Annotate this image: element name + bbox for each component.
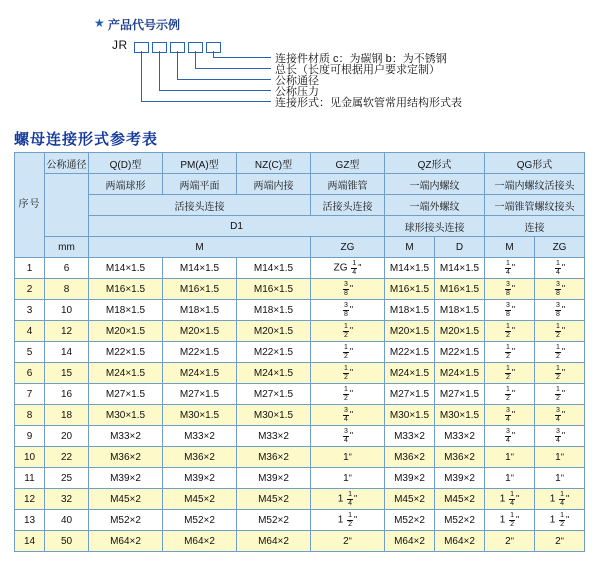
cell-qz-m: M30×1.5: [385, 405, 435, 426]
cell-qg-zg: 1 $\frac{1}{2}$ ": [535, 510, 585, 531]
product-code-legend: [0, 0, 600, 130]
th-nz-desc: 两端内接: [237, 174, 311, 195]
cell-dn: 10: [45, 300, 89, 321]
cell-dn: 8: [45, 279, 89, 300]
cell-qg-m: $\frac{1}{2}$ ": [485, 384, 535, 405]
cell-qz-d: M14×1.5: [435, 258, 485, 279]
cell-qz-d: M30×1.5: [435, 405, 485, 426]
star-icon: ★: [94, 16, 105, 30]
cell-nz: M45×2: [237, 489, 311, 510]
cell-index: 13: [15, 510, 45, 531]
cell-qz-d: M33×2: [435, 426, 485, 447]
cell-dn: 6: [45, 258, 89, 279]
th-group-pm: PM(A)型: [163, 153, 237, 174]
table-row: [15, 363, 585, 384]
th-unit-qz-d: D: [435, 237, 485, 258]
cell-qz-d: M16×1.5: [435, 279, 485, 300]
section-heading: 螺母连接形式参考表: [14, 131, 159, 148]
leader-hline-3: [177, 79, 271, 80]
cell-nz: M33×2: [237, 426, 311, 447]
legend-item-material: 连接件材质 c：为碳钢 b：为不锈钢: [275, 53, 447, 65]
leader-vline-5: [141, 51, 142, 101]
cell-dn: 22: [45, 447, 89, 468]
cell-q: M39×2: [89, 468, 163, 489]
table-row: [15, 384, 585, 405]
th-ball-joint: 球形接头连接: [385, 216, 485, 237]
cell-pm: M52×2: [163, 510, 237, 531]
cell-nz: M24×1.5: [237, 363, 311, 384]
cell-index: 10: [15, 447, 45, 468]
cell-q: M30×1.5: [89, 405, 163, 426]
cell-pm: M27×1.5: [163, 384, 237, 405]
cell-qg-m: 1 $\frac{1}{2}$ ": [485, 510, 535, 531]
th-gz-desc: 两端锥管: [311, 174, 385, 195]
th-qg-taper-joint: 一端锥管螺纹接头: [485, 195, 585, 216]
spec-table-wrap: [14, 152, 585, 552]
cell-q: M14×1.5: [89, 258, 163, 279]
cell-qz-d: M52×2: [435, 510, 485, 531]
cell-pm: M24×1.5: [163, 363, 237, 384]
cell-gz: 1 $\frac{1}{2}$ ": [311, 510, 385, 531]
cell-gz: 1 $\frac{1}{4}$ ": [311, 489, 385, 510]
cell-pm: M33×2: [163, 426, 237, 447]
legend-item-connection: 连接形式：见金属软管常用结构形式表: [275, 97, 462, 109]
cell-qg-zg: 1": [535, 468, 585, 489]
th-union-connect-a: 活接头连接: [89, 195, 311, 216]
cell-qz-m: M52×2: [385, 510, 435, 531]
cell-qz-m: M24×1.5: [385, 363, 435, 384]
cell-qz-m: M39×2: [385, 468, 435, 489]
table-row: [15, 510, 585, 531]
cell-gz: 2": [311, 531, 385, 552]
legend-item-length: 总长（长度可根据用户要求定制）: [275, 64, 440, 76]
leader-vline-3: [177, 51, 178, 79]
cell-index: 9: [15, 426, 45, 447]
cell-dn: 20: [45, 426, 89, 447]
cell-qz-m: M27×1.5: [385, 384, 435, 405]
cell-qg-zg: 1 $\frac{1}{4}$ ": [535, 489, 585, 510]
table-row: [15, 279, 585, 300]
cell-nz: M64×2: [237, 531, 311, 552]
cell-gz: 1": [311, 447, 385, 468]
cell-dn: 32: [45, 489, 89, 510]
cell-gz: $\frac{3}{8}$ ": [311, 279, 385, 300]
th-group-qg: QG形式: [485, 153, 585, 174]
cell-qg-zg: $\frac{1}{4}$ ": [535, 258, 585, 279]
cell-pm: M30×1.5: [163, 405, 237, 426]
th-dn-label: 公称通径: [46, 159, 87, 171]
cell-qz-m: M64×2: [385, 531, 435, 552]
cell-q: M18×1.5: [89, 300, 163, 321]
cell-q: M20×1.5: [89, 321, 163, 342]
table-row: [15, 342, 585, 363]
cell-qz-m: M22×1.5: [385, 342, 435, 363]
cell-nz: M30×1.5: [237, 405, 311, 426]
table-row: [15, 426, 585, 447]
cell-gz: $\frac{3}{4}$ ": [311, 426, 385, 447]
cell-gz: 1": [311, 468, 385, 489]
cell-dn: 50: [45, 531, 89, 552]
cell-qg-m: $\frac{1}{2}$ ": [485, 363, 535, 384]
cell-qg-m: 1": [485, 468, 535, 489]
cell-qg-zg: $\frac{1}{2}$ ": [535, 342, 585, 363]
cell-nz: M39×2: [237, 468, 311, 489]
cell-qz-d: M36×2: [435, 447, 485, 468]
cell-index: 12: [15, 489, 45, 510]
cell-pm: M36×2: [163, 447, 237, 468]
cell-q: M64×2: [89, 531, 163, 552]
leader-hline-5: [141, 101, 271, 102]
cell-qg-zg: $\frac{1}{2}$ ": [535, 384, 585, 405]
cell-qg-zg: 2": [535, 531, 585, 552]
cell-qg-zg: $\frac{3}{4}$ ": [535, 405, 585, 426]
cell-nz: M52×2: [237, 510, 311, 531]
cell-qg-m: $\frac{1}{2}$ ": [485, 342, 535, 363]
table-row: [15, 468, 585, 489]
cell-pm: M20×1.5: [163, 321, 237, 342]
cell-pm: M14×1.5: [163, 258, 237, 279]
cell-index: 6: [15, 363, 45, 384]
spec-table-body: [15, 258, 585, 552]
table-row: [15, 531, 585, 552]
cell-qz-d: M22×1.5: [435, 342, 485, 363]
th-index: [15, 153, 45, 258]
cell-q: M33×2: [89, 426, 163, 447]
cell-qg-m: 1 $\frac{1}{4}$ ": [485, 489, 535, 510]
th-unit-qg-zg: ZG: [535, 237, 585, 258]
cell-qz-m: M33×2: [385, 426, 435, 447]
cell-gz: ZG $\frac{1}{4}$ ": [311, 258, 385, 279]
cell-qz-d: M39×2: [435, 468, 485, 489]
cell-qz-m: M18×1.5: [385, 300, 435, 321]
cell-qg-zg: $\frac{1}{2}$ ": [535, 321, 585, 342]
th-connection: 连接: [485, 216, 585, 237]
cell-qz-d: M45×2: [435, 489, 485, 510]
cell-q: M52×2: [89, 510, 163, 531]
legend-title: 产品代号示例: [108, 18, 181, 32]
cell-pm: M22×1.5: [163, 342, 237, 363]
table-row: [15, 300, 585, 321]
th-group-gz: GZ型: [311, 153, 385, 174]
cell-qg-m: 1": [485, 447, 535, 468]
th-qg-desc: 一端内螺纹活接头: [485, 174, 585, 195]
cell-qz-d: M24×1.5: [435, 363, 485, 384]
cell-qg-zg: $\frac{1}{2}$ ": [535, 363, 585, 384]
th-q-desc: 两端球形: [89, 174, 163, 195]
th-pm-desc: 两端平面: [163, 174, 237, 195]
th-group-qz: QZ形式: [385, 153, 485, 174]
cell-index: 8: [15, 405, 45, 426]
cell-qg-m: $\frac{1}{4}$ ": [485, 258, 535, 279]
cell-pm: M45×2: [163, 489, 237, 510]
cell-q: M27×1.5: [89, 384, 163, 405]
leader-hline-1: [213, 57, 271, 58]
cell-q: M22×1.5: [89, 342, 163, 363]
cell-qg-m: $\frac{3}{8}$ ": [485, 300, 535, 321]
leader-hline-2: [195, 68, 271, 69]
cell-qz-d: M20×1.5: [435, 321, 485, 342]
cell-nz: M20×1.5: [237, 321, 311, 342]
cell-qg-m: $\frac{3}{4}$ ": [485, 426, 535, 447]
cell-index: 11: [15, 468, 45, 489]
cell-nz: M36×2: [237, 447, 311, 468]
cell-dn: 12: [45, 321, 89, 342]
table-row: [15, 321, 585, 342]
cell-nz: M22×1.5: [237, 342, 311, 363]
th-unit-dn: mm: [45, 237, 89, 258]
th-unit-qz-m: M: [385, 237, 435, 258]
cell-gz: $\frac{3}{4}$ ": [311, 405, 385, 426]
cell-index: 2: [15, 279, 45, 300]
nut-connection-table: [14, 152, 585, 552]
leader-vline-4: [159, 51, 160, 90]
cell-dn: 16: [45, 384, 89, 405]
cell-nz: M16×1.5: [237, 279, 311, 300]
cell-nz: M27×1.5: [237, 384, 311, 405]
th-d1-label: D1: [89, 216, 385, 237]
th-dn: [45, 153, 89, 174]
cell-nz: M14×1.5: [237, 258, 311, 279]
cell-qg-zg: $\frac{3}{8}$ ": [535, 300, 585, 321]
cell-qg-m: 2": [485, 531, 535, 552]
cell-gz: $\frac{1}{2}$ ": [311, 384, 385, 405]
table-row: [15, 447, 585, 468]
th-unit-m: M: [89, 237, 311, 258]
code-prefix: JR: [112, 38, 128, 52]
cell-pm: M39×2: [163, 468, 237, 489]
cell-index: 14: [15, 531, 45, 552]
cell-qz-m: M36×2: [385, 447, 435, 468]
table-row: [15, 405, 585, 426]
cell-q: M16×1.5: [89, 279, 163, 300]
table-row: [15, 489, 585, 510]
th-group-q: Q(D)型: [89, 153, 163, 174]
cell-nz: M18×1.5: [237, 300, 311, 321]
cell-qg-zg: 1": [535, 447, 585, 468]
cell-gz: $\frac{1}{2}$ ": [311, 342, 385, 363]
cell-qz-d: M27×1.5: [435, 384, 485, 405]
cell-gz: $\frac{1}{2}$ ": [311, 363, 385, 384]
cell-qg-m: $\frac{1}{2}$ ": [485, 321, 535, 342]
cell-q: M24×1.5: [89, 363, 163, 384]
cell-pm: M16×1.5: [163, 279, 237, 300]
th-group-nz: NZ(C)型: [237, 153, 311, 174]
leader-vline-2: [195, 51, 196, 68]
table-row: [15, 258, 585, 279]
cell-index: 4: [15, 321, 45, 342]
cell-pm: M18×1.5: [163, 300, 237, 321]
cell-qz-m: M20×1.5: [385, 321, 435, 342]
th-dn-spacer: [45, 174, 89, 237]
cell-dn: 18: [45, 405, 89, 426]
cell-qz-m: M16×1.5: [385, 279, 435, 300]
cell-qg-m: $\frac{3}{8}$ ": [485, 279, 535, 300]
cell-gz: $\frac{3}{8}$ ": [311, 300, 385, 321]
cell-index: 5: [15, 342, 45, 363]
th-union-connect-b: 活接头连接: [311, 195, 385, 216]
cell-index: 1: [15, 258, 45, 279]
cell-dn: 40: [45, 510, 89, 531]
cell-qz-d: M18×1.5: [435, 300, 485, 321]
cell-dn: 25: [45, 468, 89, 489]
cell-qg-zg: $\frac{3}{4}$ ": [535, 426, 585, 447]
cell-index: 7: [15, 384, 45, 405]
leader-hline-4: [159, 90, 271, 91]
cell-qg-zg: $\frac{3}{8}$ ": [535, 279, 585, 300]
legend-item-pressure: 公称压力: [275, 86, 319, 98]
th-qz-ext-thread: 一端外螺纹: [385, 195, 485, 216]
cell-dn: 15: [45, 363, 89, 384]
th-unit-qg-m: M: [485, 237, 535, 258]
legend-item-diameter: 公称通径: [275, 75, 319, 87]
cell-index: 3: [15, 300, 45, 321]
cell-dn: 14: [45, 342, 89, 363]
cell-qz-d: M64×2: [435, 531, 485, 552]
cell-qg-m: $\frac{3}{4}$ ": [485, 405, 535, 426]
cell-qz-m: M45×2: [385, 489, 435, 510]
cell-pm: M64×2: [163, 531, 237, 552]
cell-q: M45×2: [89, 489, 163, 510]
th-qz-desc: 一端内螺纹: [385, 174, 485, 195]
cell-q: M36×2: [89, 447, 163, 468]
cell-gz: $\frac{1}{2}$ ": [311, 321, 385, 342]
cell-qz-m: M14×1.5: [385, 258, 435, 279]
th-unit-zg: ZG: [311, 237, 385, 258]
th-index-label: 序号: [18, 198, 41, 210]
